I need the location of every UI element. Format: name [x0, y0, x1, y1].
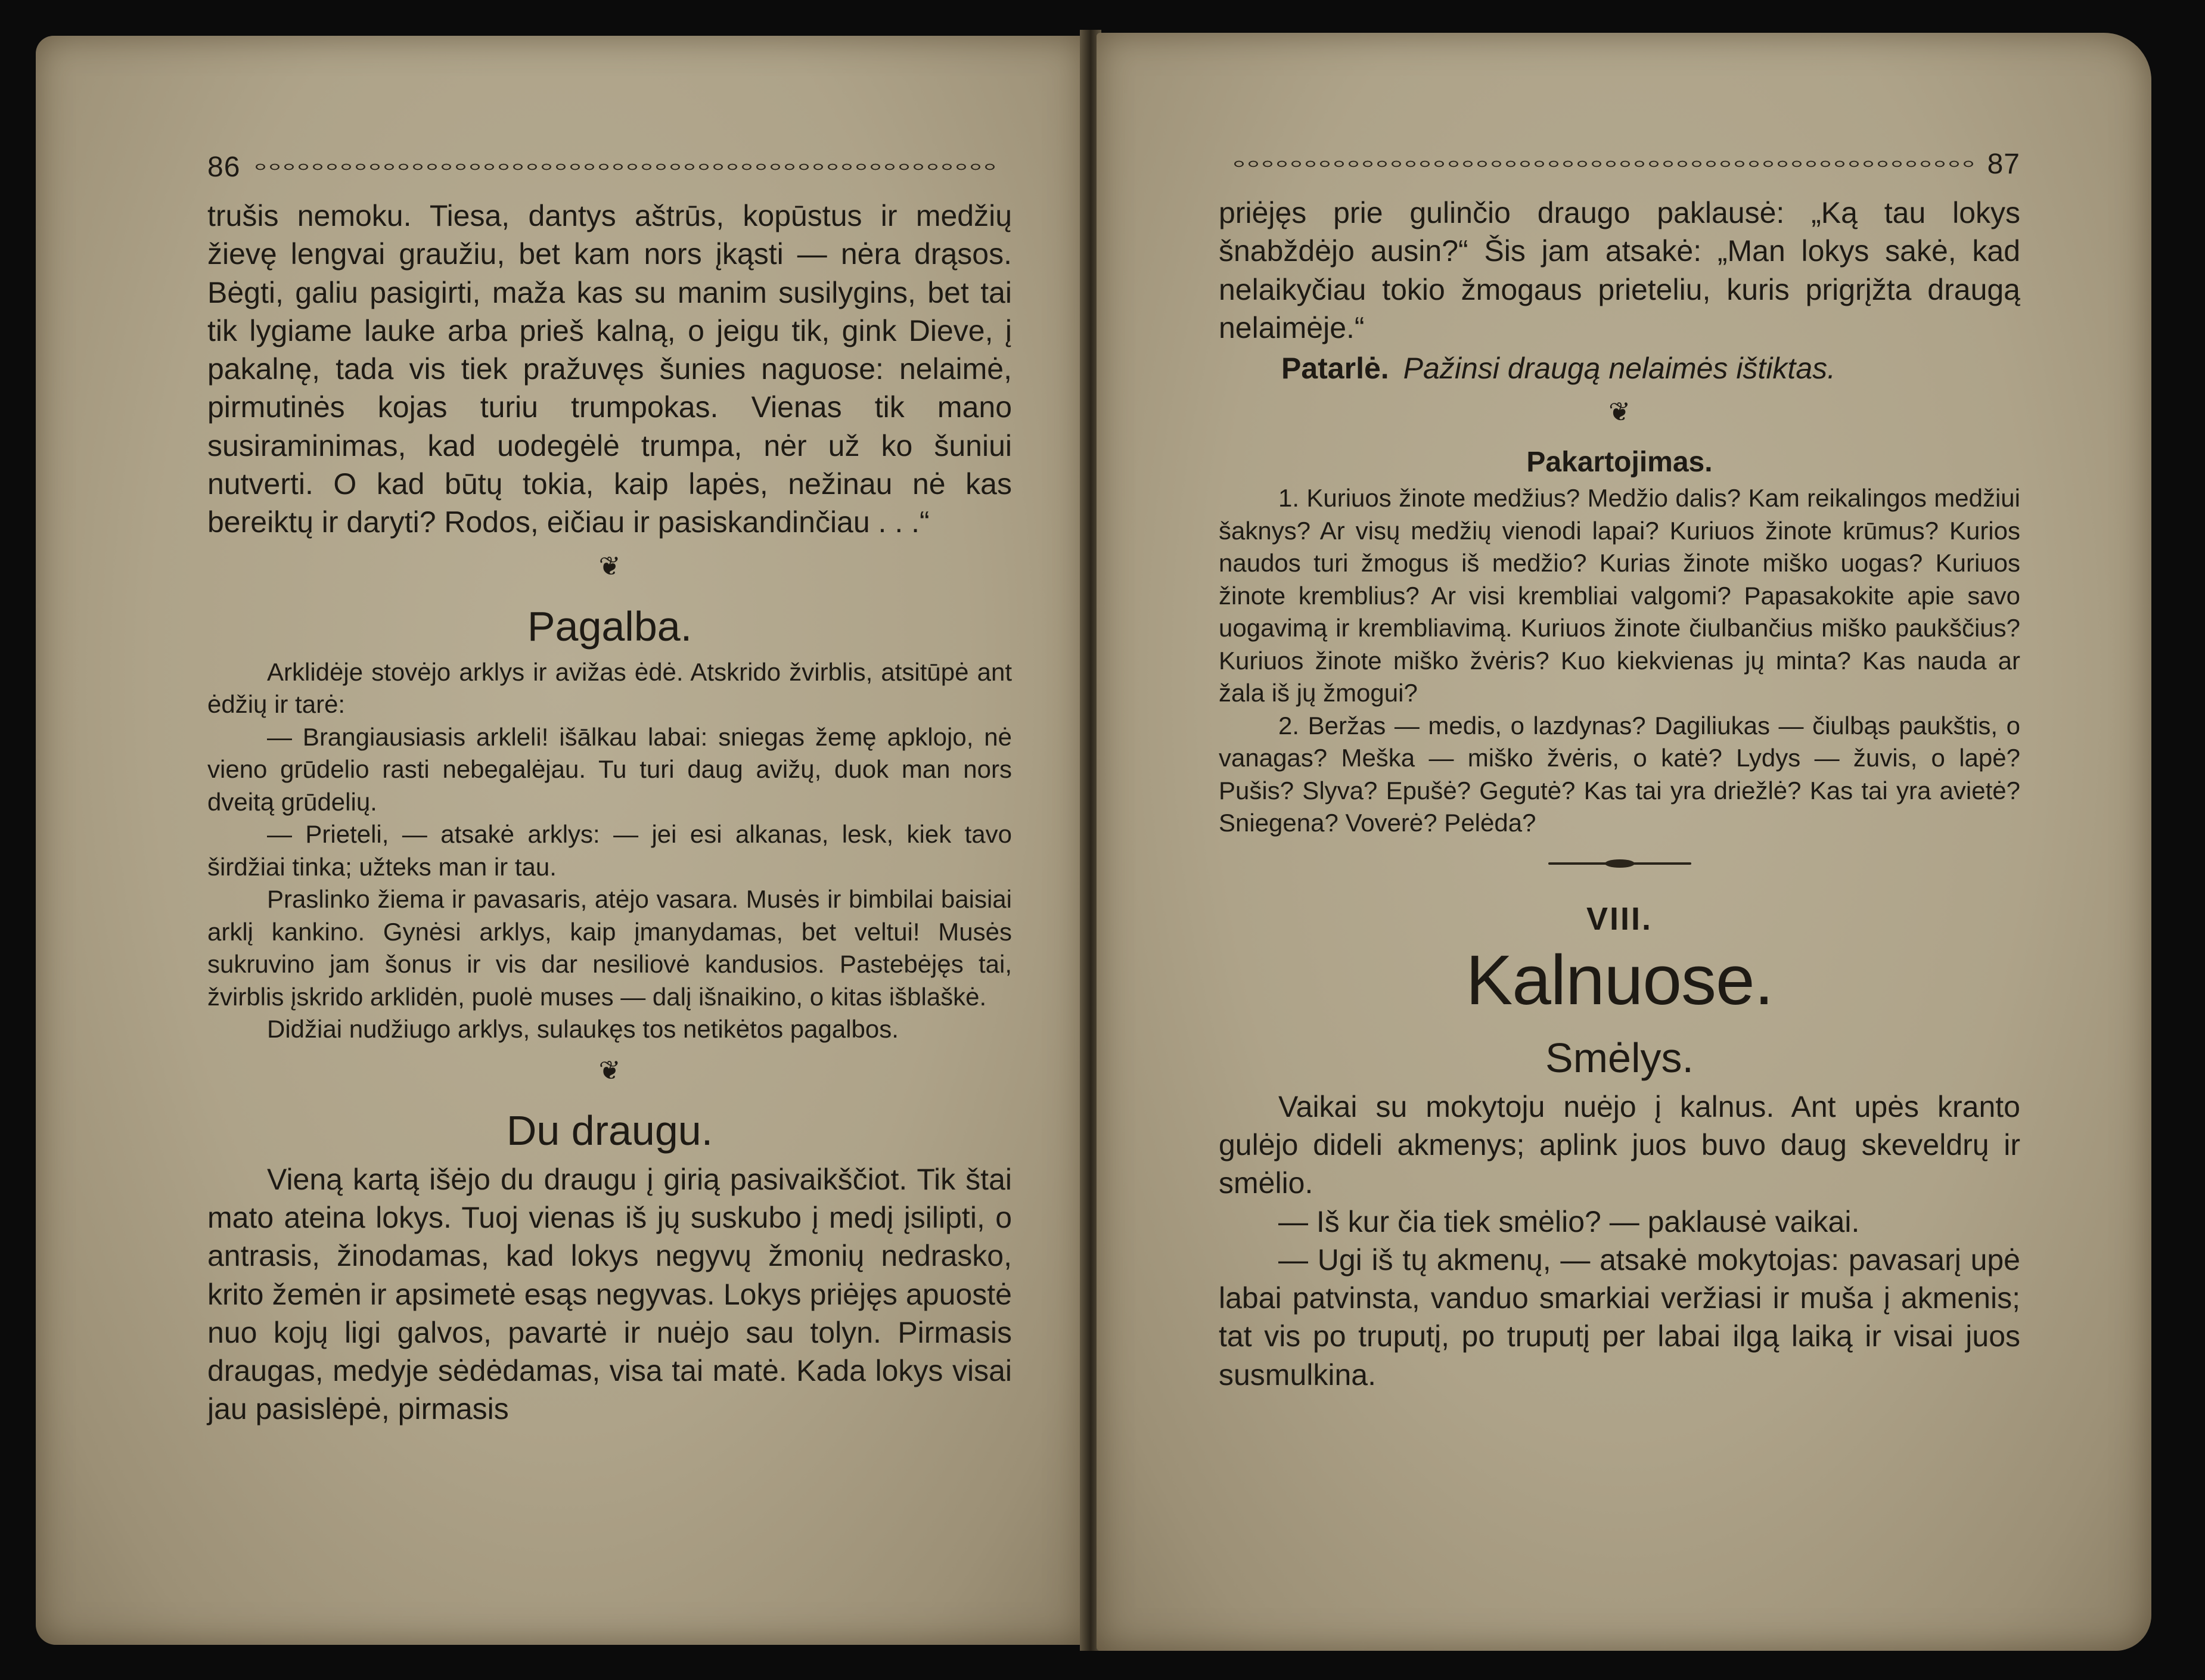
page-number-right: 87	[1987, 148, 2020, 180]
left-page-content	[207, 143, 1012, 1429]
review-item: 1. Kuriuos žinote medžius? Medžio dalis? Kam reikalingos medžiui šaknys? Ar visų medžių vienodi lapai? Kuriuos žinote krūmus? Kurios naudos turi žmogus iš medžio? Kurias žinote miško uogas? Kuriuos žinote kremblius? Ar visi krembliai valgomi? Papasakokite apie savo uogavimą ir krembliavimą. Kuriuos žinote čiulbančius miško paukščius? Kuriuos žinote miško žvėris? Kuo kiekvienas jų minta? Kas nauda ar žala iš jų žmogui?	[1219, 484, 2020, 707]
paragraph: Praslinko žiema ir pavasaris, atėjo vasara. Musės ir bimbilai baisiai arklį kankino. Gynėsi arklys, kaip įmanydamas, bet veltui! Musės sukruvino jam šonus ir vis dar nesiliovė kandusios. Pastebėjęs tai, žvirblis įskrido arklidėn, puolė muses — dalį išnaikino, o kitas išblaškė.	[207, 885, 1012, 1011]
leaf-ornament-icon: ❦	[598, 1055, 621, 1085]
leaf-ornament-icon: ❦	[1608, 398, 1631, 427]
divider-ornament	[1219, 840, 2020, 887]
header-ornament	[1232, 160, 1974, 168]
right-page-header	[1219, 140, 2020, 188]
story-continuation: trušis nemoku. Tiesa, dantys aštrūs, kopūstus ir medžių žievę lengvai graužiu, bet kam nors įkąsti — nėra drąsos. Bėgti, galiu pasigirti, maža kas su manim susilygins, bet tai tik lygiame lauke arba prieš kalną, o jeigu tik, gink Dieve, į pakalnę, tada vis tiek pražuvęs šunies naguose: nelaimė, pirmutinės kojas turiu trumpokas. Vienas tik mano susiraminimas, kad uodegėlė trumpa, nėr už ko šuniui nutverti. O kad būtų tokia, kaip lapės, nežinau nė kas bereiktų ir daryti? Rodos, eičiau ir pasiskandinčiau . . .“	[207, 199, 1012, 539]
proverb-text: Pažinsi draugą nelaimės ištiktas.	[1403, 352, 1836, 386]
left-page-header	[207, 143, 1012, 191]
review-item: 2. Beržas — medis, o lazdynas? Dagiliukas — čiulbąs paukštis, o vanagas? Meška — miško žvėris, o katė? Lydys — žuvis, o lapė? Pušis? Slyva? Epušė? Gegutė? Kas tai yra driežlė? Kas tai yra avietė? Sniegena? Voverė? Pelėda?	[1219, 711, 2020, 837]
proverb-label: Patarlė.	[1281, 352, 1389, 386]
right-page-content	[1219, 140, 2020, 1394]
section-title-du-draugu: Du draugu.	[506, 1107, 713, 1154]
paragraph: Vaikai su mokytoju nuėjo į kalnus. Ant upės kranto gulėjo dideli akmenys; aplink juos buvo daug skeveldrų ir smėlio.	[1219, 1089, 2020, 1200]
paragraph: Vieną kartą išėjo du draugu į girią pasivaikščiot. Tik štai mato ateina lokys. Tuoj vienas iš jų suskubo į medį įsilipti, o antrasis, žinodamas, kad lokys negyvų žmonių nedrasko, krito žemėn ir apsimetė esąs negyvas. Lokys priėjęs apuostė nuo kojų ligi galvos, pavartė ir nuėjo sau tolyn. Pirmasis draugas, medyje sėdėdamas, visa tai matė. Kada lokys visai jau pasislėpė, pirmasis	[207, 1162, 1012, 1426]
paragraph: Didžiai nudžiugo arklys, sulaukęs tos netikėtos pagalbos.	[267, 1015, 899, 1044]
right-page	[1097, 33, 2151, 1651]
proverb	[1219, 349, 2020, 387]
page-number-left: 86	[207, 151, 241, 183]
review-title: Pakartojimas.	[1526, 446, 1713, 479]
paragraph: — Brangiausiasis arkleli! išālkau labai: sniegas žemę apklojo, nė vieno grūdelio rasti nebegalėjau. Tu turi daug avižų, duok man nors dveitą grūdelių.	[207, 722, 1012, 816]
section-title-pagalba: Pagalba.	[527, 603, 692, 650]
left-page	[36, 36, 1085, 1645]
story-continuation: priėjęs prie gulinčio draugo paklausė: „Ką tau lokys šnabždėjo ausin?“ Šis jam atsakė: „Man lokys sakė, kad nelaikyčiau tokio žmogaus prieteliu, kuris prigrįžta draugą nelaimėje.“	[1219, 196, 2020, 344]
paragraph: — Ugi iš tų akmenų, — atsakė mokytojas: pavasarį upė labai patvinsta, vanduo smarkiai veržiasi ir muša į akmenis; tat vis po truputį, po truputį per labai ilgą laiką ir visai juos susmulkina.	[1219, 1243, 2020, 1392]
chapter-title: Kalnuose.	[1465, 940, 1774, 1020]
leaf-ornament-icon: ❦	[598, 551, 621, 581]
paragraph: — Prieteli, — atsakė arklys: — jei esi alkanas, lesk, kiek tavo širdžiai tinka; užteks man ir tau.	[207, 820, 1012, 881]
paragraph: — Iš kur čia tiek smėlio? — paklausė vaikai.	[1278, 1204, 1860, 1238]
chapter-number: VIII.	[1586, 900, 1653, 937]
header-ornament	[253, 163, 999, 171]
paragraph: Arklidėje stovėjo arklys ir avižas ėdė. Atskrido žvirblis, atsitūpė ant ėdžių ir tarė:	[207, 657, 1012, 719]
section-title-smelys: Smėlys.	[1545, 1034, 1694, 1081]
